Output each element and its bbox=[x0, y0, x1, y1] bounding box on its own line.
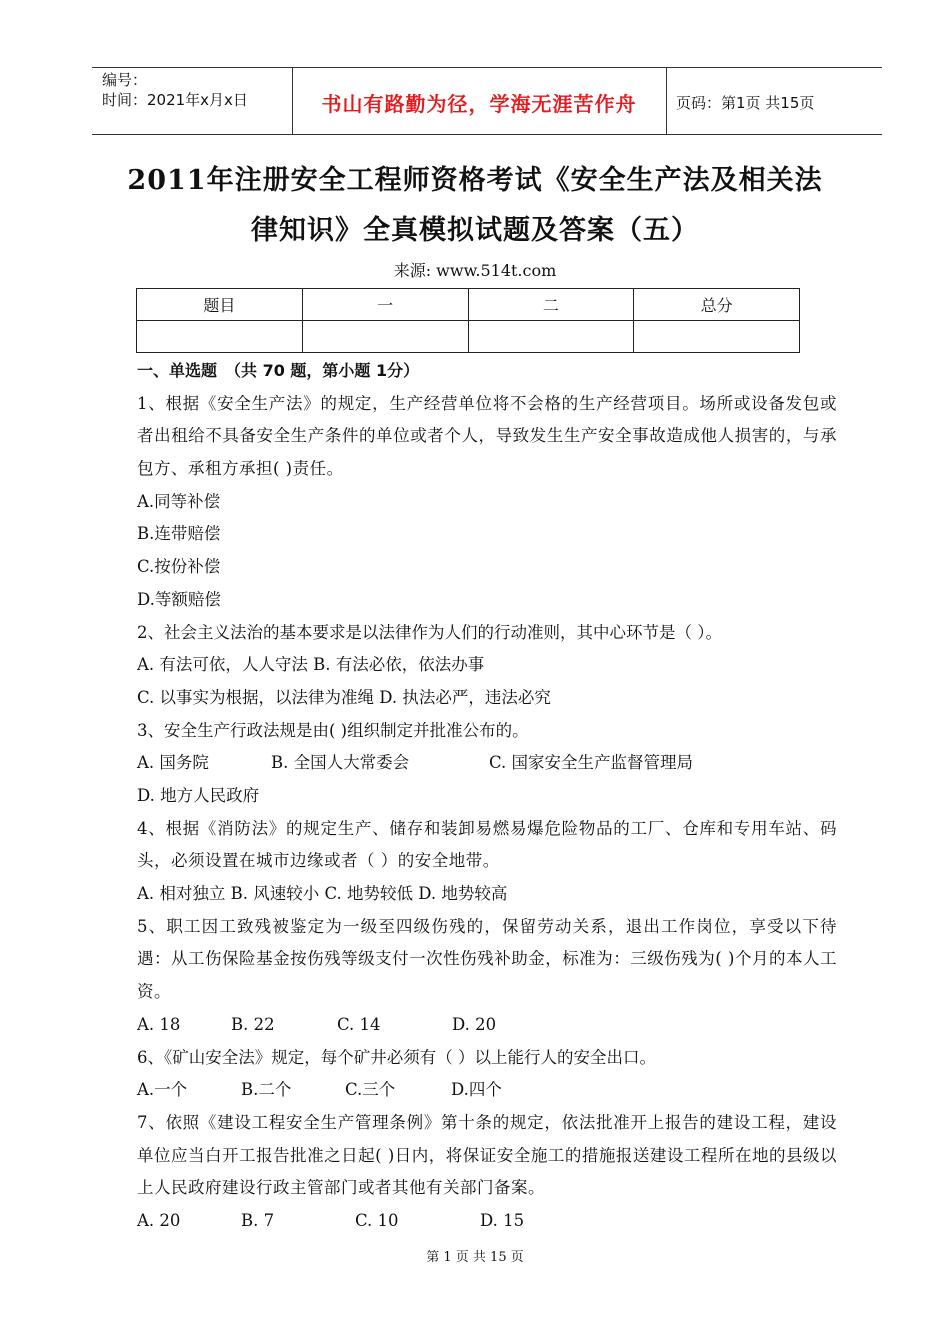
question-text: 4、根据《消防法》的规定生产、储存和装卸易燃易爆危险物品的工厂、仓库和专用车站、码头，必须设置在城市边缘或者（ ）的安全地带。 bbox=[137, 818, 837, 871]
score-header-cell: 题目 bbox=[137, 289, 303, 321]
header-motto: 书山有路勤为径，学海无涯苦作舟 bbox=[321, 92, 637, 116]
option: A. 有法可依，人人守法 B. 有法必依，依法办事 bbox=[137, 655, 485, 675]
option: C. 14 bbox=[337, 1014, 381, 1034]
option: C. 10 bbox=[355, 1211, 399, 1231]
score-header-cell: 二 bbox=[468, 289, 634, 321]
question-text: 2、社会主义法治的基本要求是以法律作为人们的行动准则，其中心环节是（ ）。 bbox=[137, 622, 722, 642]
header-divider bbox=[666, 67, 667, 135]
page-footer: 第 1 页 共 15 页 bbox=[426, 1250, 524, 1265]
option: A. 国务院 bbox=[137, 753, 209, 773]
score-header-cell: 总分 bbox=[634, 289, 800, 321]
option: B. 22 bbox=[231, 1014, 275, 1034]
section-title: 一、单选题 （共 70 题，第小题 1分） bbox=[137, 361, 420, 380]
option: C.按份补偿 bbox=[137, 557, 221, 577]
score-blank-cell bbox=[634, 321, 800, 353]
option: B. 7 bbox=[241, 1211, 275, 1231]
option: D. 20 bbox=[452, 1014, 497, 1034]
option: A. 18 bbox=[137, 1014, 181, 1034]
option-row bbox=[137, 1074, 837, 1107]
option: A.同等补偿 bbox=[137, 491, 221, 511]
time-label: 时间：2021年x月x日 bbox=[102, 91, 248, 109]
score-header-cell: 一 bbox=[302, 289, 468, 321]
question-text: 7、依照《建设工程安全生产管理条例》第十条的规定，依法批准开上报告的建设工程，建设单位应当白开工报告批准之日起( )日内，将保证安全施工的措施报送建设工程所在地的县级以上人民政府建设行政主管部门或者其他有关部门备案。 bbox=[137, 1112, 837, 1198]
question-text: 1、根据《安全生产法》的规定，生产经营单位将不会格的生产经营项目。场所或设备发包或者出租给不具备安全生产条件的单位或者个人，导致发生生产安全事故造成他人损害的，与承包方、承租方承担( )责任。 bbox=[137, 393, 837, 479]
score-blank-cell bbox=[302, 321, 468, 353]
option: C. 以事实为根据，以法律为准绳 D. 执法必严，违法必究 bbox=[137, 687, 551, 707]
option: D.四个 bbox=[451, 1080, 502, 1100]
option: D. 15 bbox=[480, 1211, 525, 1231]
title-line: 2011年注册安全工程师资格考试《安全生产法及相关法 bbox=[127, 165, 823, 196]
code-label: 编号： bbox=[102, 71, 148, 89]
option: A. 相对独立 B. 风速较小 C. 地势较低 D. 地势较高 bbox=[137, 884, 508, 904]
header-meta bbox=[102, 70, 248, 110]
question-text: 3、安全生产行政法规是由( )组织制定并批准公布的。 bbox=[137, 720, 529, 740]
score-blank-cell bbox=[137, 321, 303, 353]
option: A.一个 bbox=[137, 1080, 188, 1100]
option-row bbox=[137, 1205, 837, 1238]
option: B.连带赔偿 bbox=[137, 524, 221, 544]
source-line: 来源: www.514t.com bbox=[393, 261, 557, 280]
score-table-header-row bbox=[137, 289, 800, 321]
option: C. 国家安全生产监督管理局 bbox=[489, 753, 694, 773]
score-blank-cell bbox=[468, 321, 634, 353]
question-list bbox=[137, 355, 837, 1238]
header-page-info: 页码：第1页 共15页 bbox=[676, 94, 815, 112]
option: C.三个 bbox=[345, 1080, 396, 1100]
score-table bbox=[136, 288, 800, 353]
header-top-rule bbox=[92, 67, 882, 68]
option: B.二个 bbox=[241, 1080, 292, 1100]
question-text: 5、职工因工致残被鉴定为一级至四级伤残的，保留劳动关系，退出工作岗位，享受以下待遇：从工伤保险基金按伤残等级支付一次性伤残补助金，标准为：三级伤残为( )个月的本人工资。 bbox=[137, 916, 837, 1002]
score-table-blank-row bbox=[137, 321, 800, 353]
option: B. 全国人大常委会 bbox=[271, 753, 410, 773]
option-row bbox=[137, 747, 837, 780]
page-title bbox=[110, 156, 840, 256]
title-line: 律知识》全真模拟试题及答案（五） bbox=[251, 215, 699, 246]
option: A. 20 bbox=[137, 1211, 181, 1231]
option: D. 地方人民政府 bbox=[137, 785, 260, 805]
question-text: 6、《矿山安全法》规定，每个矿井必须有（ ）以上能行人的安全出口。 bbox=[137, 1047, 656, 1067]
option: D.等额赔偿 bbox=[137, 589, 221, 609]
header-bottom-rule bbox=[92, 134, 882, 135]
option-row bbox=[137, 1009, 837, 1042]
